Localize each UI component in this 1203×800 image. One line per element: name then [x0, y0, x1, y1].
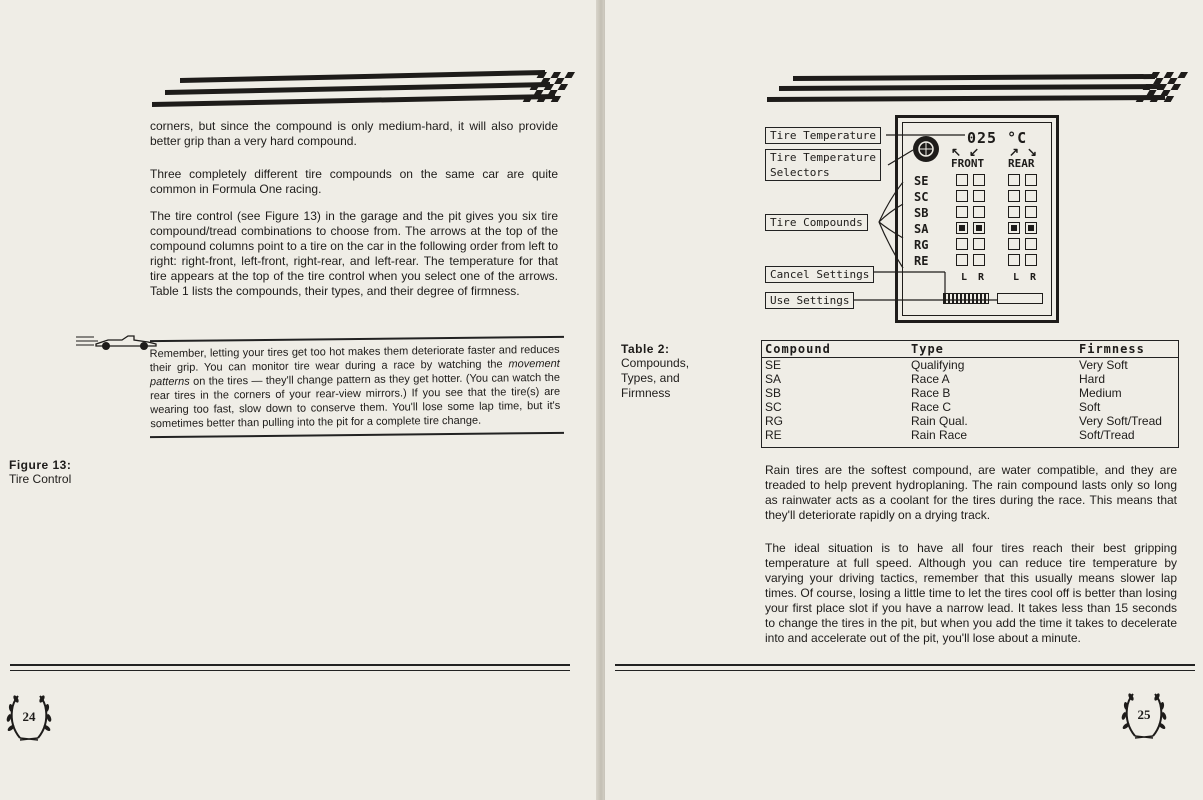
tire-compound-checkbox[interactable] — [1025, 174, 1037, 186]
rear-label: REAR — [1008, 157, 1035, 170]
column-label-r-front: R — [978, 272, 985, 283]
footer-rule-left — [10, 664, 570, 666]
callout-cancel-settings: Cancel Settings — [765, 266, 874, 283]
callout-tire-compounds: Tire Compounds — [765, 214, 868, 231]
tire-compound-checkbox[interactable] — [1008, 206, 1020, 218]
column-label-l-front: L — [961, 272, 968, 283]
table-row — [762, 358, 1178, 373]
table-row — [762, 372, 1178, 386]
callout-selectors-line1: Tire Temperature — [770, 151, 876, 164]
compound-code: SB — [914, 206, 929, 220]
table-cell: Race A — [911, 372, 950, 386]
table-2-title: Table 2: — [621, 342, 670, 356]
table-cell: Soft — [1079, 400, 1101, 414]
column-label-l-rear: L — [1013, 272, 1020, 283]
table-cell: SA — [765, 372, 782, 386]
table-2-subtitle-line2: Types, and — [621, 371, 680, 385]
table-cell: RG — [765, 414, 783, 428]
header-stripes-right — [765, 70, 1203, 106]
table-cell: Race C — [911, 400, 952, 414]
tire-compound-checkbox[interactable] — [1025, 254, 1037, 266]
right-paragraph-2: The ideal situation is to have all four tires reach their best gripping temperature at full speed. Although you can reduce tire temperature by varying your driving tactics, remember that this usually means slower lap times. Of course, losing a little time to let the tires cool off is better than losing your first place slot if you have a narrow lead. It takes less than 15 seconds to change the tires in the pit, but when you add the time it takes to decelerate into and accelerate out of the pit, you'll lose about a minute. — [765, 541, 1177, 645]
table-cell: SC — [765, 400, 782, 414]
table-cell: Rain Race — [911, 428, 968, 442]
footer-rule-left-thin — [10, 670, 570, 671]
table-header-cell: Compound — [762, 341, 908, 358]
table-cell: Soft/Tread — [1079, 428, 1135, 442]
tire-compound-checkbox[interactable] — [1008, 254, 1020, 266]
tip-note-text-pre: Remember, letting your tires get too hot makes them deteriorate faster and reduces their grip. You can monitor tire wear during a race by watching the — [149, 343, 560, 375]
tire-compound-checkbox[interactable] — [1025, 238, 1037, 250]
tire-compound-checkbox[interactable] — [1025, 190, 1037, 202]
callout-temperature-selectors — [765, 149, 881, 181]
compound-code: RE — [914, 254, 929, 268]
table-cell: SE — [765, 358, 782, 372]
table-2-subtitle — [621, 356, 689, 401]
footer-rule-right-thin — [615, 670, 1195, 671]
table-header-cell: Type — [908, 341, 1076, 358]
tip-note-emphasis: movement patterns — [149, 357, 560, 389]
page-number-left: 24 — [22, 709, 36, 724]
table-row — [762, 400, 1178, 414]
header-stripes-left — [150, 68, 590, 110]
tire-compound-checkbox[interactable] — [1008, 238, 1020, 250]
left-paragraph-3: The tire control (see Figure 13) in the garage and the pit gives you six tire compound/tread combinations to choose from. The arrows at the top of the compound columns point to a tire on the car in the following order from left to right: right-front, left-front, right-rear, and left-rear. The temperature for that tire appears at the top of the tire control when you select one of the arrows. Table 1 lists the compounds, their types, and their degree of firmness. — [150, 209, 558, 298]
table-2-subtitle-line3: Firmness — [621, 386, 671, 400]
left-page — [0, 0, 599, 800]
note-top-rule — [150, 336, 564, 342]
tire-compound-checkbox[interactable] — [1008, 190, 1020, 202]
table-cell: Very Soft/Tread — [1079, 414, 1162, 428]
arrow-left-front-icon[interactable]: ↙ — [969, 145, 980, 159]
tire-compound-checkbox[interactable] — [1025, 206, 1037, 218]
table-cell: RE — [765, 428, 782, 442]
tip-note — [150, 343, 561, 431]
page-number-right: 25 — [1137, 707, 1151, 722]
front-label: FRONT — [951, 157, 985, 170]
figure-13-title: Figure 13: — [9, 458, 72, 472]
table-header-cell: Firmness — [1076, 341, 1178, 358]
left-paragraph-2: Three completely different tire compounds on the same car are quite common in Formula One racing. — [150, 167, 558, 196]
note-bottom-rule — [150, 432, 564, 438]
tip-note-text-post: on the tires — they'll change pattern as they get hotter. (You can watch the rear tires in the corners of your rear-view mirrors.) If you see that the tire(s) are wearing too fast, slow down to conserve them. You'll lose some lap time, but it's sometimes better than pulling into the pit for a complete tire change. — [150, 371, 561, 431]
arrow-right-front-icon[interactable]: ↖ — [951, 145, 962, 159]
footer-rule-right — [615, 664, 1195, 666]
table-2-subtitle-line1: Compounds, — [621, 356, 690, 370]
callout-use-settings: Use Settings — [765, 292, 854, 309]
compound-code: SE — [914, 174, 929, 188]
table-cell: Qualifying — [911, 358, 965, 372]
table-cell: Very Soft — [1079, 358, 1128, 372]
arrow-left-rear-icon[interactable]: ↘ — [1027, 145, 1038, 159]
left-paragraph-1: corners, but since the compound is only medium-hard, it will also provide better grip than a very hard compound. — [150, 119, 558, 148]
compound-code: RG — [914, 238, 929, 252]
right-page — [604, 0, 1203, 800]
race-car-icon — [74, 332, 158, 352]
callout-tire-temperature: Tire Temperature — [765, 127, 881, 144]
compound-table — [762, 341, 1178, 442]
checkbox-selected-mark — [1028, 225, 1034, 231]
compound-code: SC — [914, 190, 929, 204]
figure-13-subtitle: Tire Control — [9, 472, 72, 486]
temperature-readout: 025 °C — [967, 129, 1028, 147]
table-cell: Medium — [1079, 386, 1122, 400]
column-label-r-rear: R — [1030, 272, 1037, 283]
table-cell: SB — [765, 386, 782, 400]
table-header-row — [762, 341, 1178, 358]
table-cell: Rain Qual. — [911, 414, 968, 428]
callout-selectors-line2: Selectors — [770, 166, 830, 179]
checkbox-selected-mark — [1011, 225, 1017, 231]
tire-compound-checkbox[interactable] — [1008, 174, 1020, 186]
right-paragraph-1: Rain tires are the softest compound, are water compatible, and they are treaded to help prevent hydroplaning. The rain compound lasts only so long as rainwater acts as a coolant for the tires during the race. This means that they'll deteriorate rapidly on a drying track. — [765, 463, 1177, 522]
compound-code: SA — [914, 222, 929, 236]
table-cell: Race B — [911, 386, 951, 400]
tire-compound-checkbox[interactable] — [1008, 222, 1020, 234]
table-row — [762, 386, 1178, 400]
tire-compound-checkbox[interactable] — [1025, 222, 1037, 234]
table-cell: Hard — [1079, 372, 1106, 386]
arrow-right-rear-icon[interactable]: ↗ — [1009, 145, 1020, 159]
table-row — [762, 414, 1178, 428]
table-row — [762, 428, 1178, 442]
